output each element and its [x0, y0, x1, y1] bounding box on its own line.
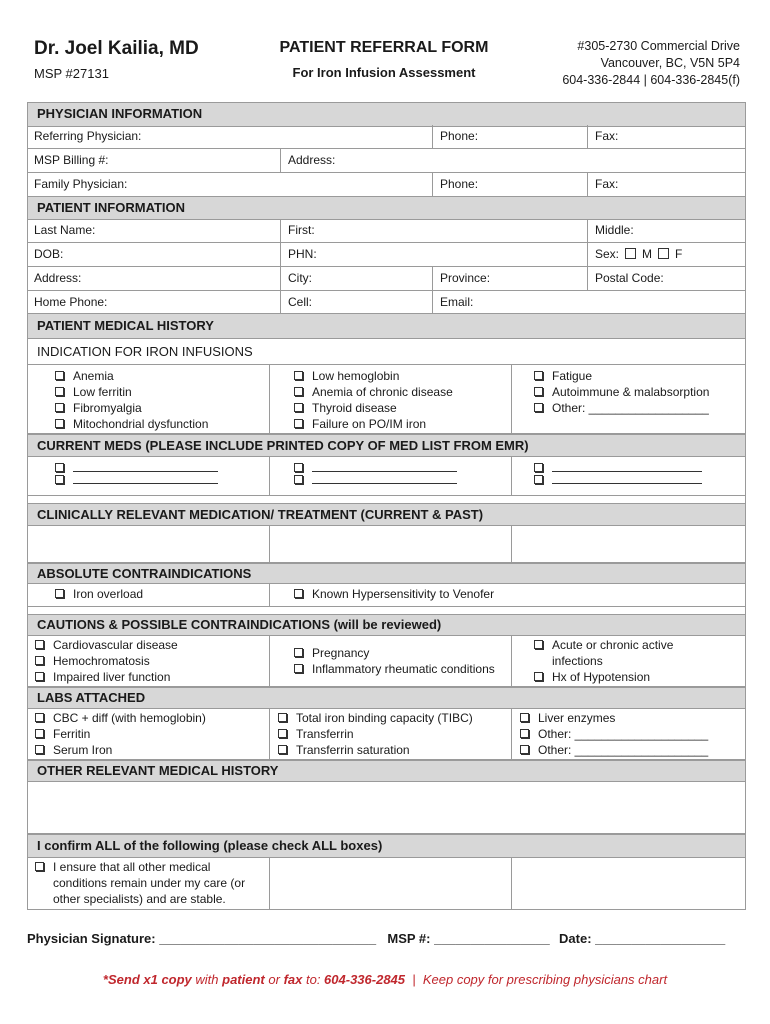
footer-part: fax: [283, 972, 303, 987]
option-label: Inflammatory rheumatic conditions: [312, 662, 495, 676]
postal-code-field[interactable]: Postal Code:: [587, 267, 746, 290]
checkbox-icon[interactable]: [278, 729, 287, 738]
cell-phone-field[interactable]: Cell:: [280, 291, 432, 314]
checkbox-option[interactable]: [294, 416, 453, 432]
confirm-col-3: [511, 857, 746, 910]
checkbox-option[interactable]: [520, 742, 708, 758]
family-fax-field[interactable]: Fax:: [587, 173, 746, 196]
med-blank[interactable]: [552, 460, 702, 472]
checkbox-option[interactable]: [534, 400, 709, 416]
option-label: Transferrin saturation: [296, 743, 410, 757]
home-phone-field[interactable]: Home Phone:: [34, 295, 108, 309]
hypersensitivity-option[interactable]: [294, 586, 494, 602]
option-label-line: Acute or chronic active: [552, 638, 674, 652]
meds-col-3: [511, 456, 746, 495]
option-label: Cardiovascular disease: [53, 638, 178, 652]
checkbox-option[interactable]: [294, 661, 495, 677]
dob-field[interactable]: DOB:: [34, 247, 64, 261]
checkbox-icon[interactable]: [35, 729, 44, 738]
medical-history-header: PATIENT MEDICAL HISTORY: [27, 313, 746, 339]
med-blank[interactable]: [312, 472, 457, 484]
absolute-col-1: [27, 583, 269, 606]
option-label: Other: __________________: [552, 401, 709, 415]
option-label: Serum Iron: [53, 743, 113, 757]
checkbox-icon[interactable]: [294, 463, 303, 472]
med-entry[interactable]: [294, 472, 457, 484]
checkbox-option[interactable]: [35, 742, 206, 758]
other-history-header: OTHER RELEVANT MEDICAL HISTORY: [27, 760, 746, 782]
checkbox-icon[interactable]: [534, 672, 543, 681]
checkbox-option[interactable]: [35, 726, 206, 742]
option-label: Liver enzymes: [538, 711, 616, 725]
checkbox-icon[interactable]: [520, 713, 529, 722]
checkbox-option[interactable]: [278, 726, 473, 742]
form-subtitle: For Iron Infusion Assessment: [292, 65, 476, 80]
checkbox-icon[interactable]: [294, 419, 303, 428]
signature-msp-field[interactable]: MSP #: ________________: [387, 931, 550, 946]
clinical-col-2[interactable]: [269, 525, 511, 562]
checkbox-icon[interactable]: [278, 745, 287, 754]
checkbox-icon[interactable]: [520, 729, 529, 738]
form-title: PATIENT REFERRAL FORM: [279, 39, 489, 56]
physician-row-1: [27, 125, 746, 149]
checkbox-option[interactable]: [55, 416, 208, 432]
confirm-col-2: [269, 857, 511, 910]
med-entry[interactable]: [55, 472, 218, 484]
physician-info-header: PHYSICIAN INFORMATION: [27, 102, 746, 127]
option-label: Iron overload: [73, 587, 144, 601]
checkbox-icon[interactable]: [55, 371, 64, 380]
option-label: Fatigue: [552, 369, 593, 383]
med-entry[interactable]: [534, 472, 702, 484]
patient-row-3: [27, 267, 746, 291]
email-field[interactable]: Email:: [432, 291, 746, 314]
cautions-header: CAUTIONS & POSSIBLE CONTRAINDICATIONS (will be reviewed): [27, 614, 746, 636]
checkbox-icon[interactable]: [534, 475, 543, 484]
footer-part: *Send x1 copy: [102, 972, 192, 987]
indication-grid: [27, 364, 746, 434]
checkbox-icon[interactable]: [294, 664, 303, 673]
checkbox-icon[interactable]: [35, 640, 44, 649]
footer-part: or: [264, 972, 284, 987]
current-meds-header: CURRENT MEDS (PLEASE INCLUDE PRINTED COPY OF MED LIST FROM EMR): [27, 434, 746, 457]
cautions-col-2: [269, 635, 511, 686]
meds-col-1: [27, 456, 269, 495]
indication-row: [27, 341, 746, 365]
confirm-col-1: [27, 857, 269, 910]
option-label: [53, 859, 245, 907]
indication-col-3: [511, 364, 746, 433]
patient-address-field[interactable]: Address:: [34, 271, 82, 285]
checkbox-option[interactable]: [278, 742, 473, 758]
last-name-field[interactable]: Last Name:: [34, 223, 96, 237]
address-line-3: 604-336-2844 | 604-336-2845(f): [562, 73, 740, 87]
option-label: Mitochondrial dysfunction: [73, 417, 209, 431]
checkbox-option[interactable]: [55, 384, 208, 400]
city-field[interactable]: City:: [280, 267, 432, 290]
med-entry[interactable]: [294, 460, 457, 472]
cautions-col-3: [511, 635, 746, 686]
checkbox-icon[interactable]: [294, 648, 303, 657]
med-blank[interactable]: [73, 460, 218, 472]
signature-date-field[interactable]: Date: __________________: [559, 931, 726, 946]
option-label: Failure on PO/IM iron: [312, 417, 427, 431]
checkbox-icon[interactable]: [55, 589, 64, 598]
checkbox-icon[interactable]: [534, 403, 543, 412]
checkbox-icon[interactable]: [55, 403, 64, 412]
med-blank[interactable]: [552, 472, 702, 484]
labs-col-1: [27, 708, 269, 759]
med-entry[interactable]: [534, 460, 702, 472]
confirm-header: I confirm ALL of the following (please check ALL boxes): [27, 834, 746, 858]
checkbox-icon[interactable]: [35, 713, 44, 722]
option-label: CBC + diff (with hemoglobin): [53, 711, 206, 725]
infections-option[interactable]: [534, 637, 673, 669]
option-label: Hemochromatosis: [53, 654, 150, 668]
option-label: Thyroid disease: [312, 401, 397, 415]
referring-phone-field[interactable]: Phone:: [432, 125, 587, 148]
checkbox-option[interactable]: [35, 637, 178, 653]
confirm-stable-option[interactable]: [35, 859, 245, 907]
footer-part: to:: [302, 972, 325, 987]
cautions-grid: [27, 635, 746, 687]
checkbox-option[interactable]: [55, 400, 208, 416]
checkbox-option[interactable]: [534, 384, 709, 400]
labs-col-3: [511, 708, 746, 759]
checkbox-option[interactable]: [294, 368, 453, 384]
checkbox-icon[interactable]: [534, 371, 543, 380]
physician-address-field[interactable]: Address:: [280, 149, 746, 172]
checkbox-icon[interactable]: [534, 387, 543, 396]
checkbox-icon[interactable]: [294, 475, 303, 484]
checkbox-icon[interactable]: [294, 589, 303, 598]
confirm-grid: [27, 857, 746, 910]
family-physician-field[interactable]: Family Physician:: [34, 177, 128, 191]
checkbox-option[interactable]: [520, 710, 708, 726]
option-label-line: I ensure that all other medical: [53, 860, 211, 874]
checkbox-icon[interactable]: [534, 640, 543, 649]
indication-title: INDICATION FOR IRON INFUSIONS: [37, 344, 253, 359]
option-label: Anemia of chronic disease: [312, 385, 453, 399]
middle-name-field[interactable]: Middle:: [587, 219, 746, 242]
msp-billing-field[interactable]: MSP Billing #:: [34, 153, 109, 167]
referring-fax-field[interactable]: Fax:: [587, 125, 746, 148]
option-label: Total iron binding capacity (TIBC): [296, 711, 473, 725]
absolute-contra-header: ABSOLUTE CONTRAINDICATIONS: [27, 563, 746, 584]
family-phone-field[interactable]: Phone:: [432, 173, 587, 196]
doctor-msp: MSP #27131: [34, 66, 109, 81]
doctor-name: Dr. Joel Kailia, MD: [34, 38, 199, 59]
med-blank[interactable]: [73, 472, 218, 484]
option-label: Autoimmune & malabsorption: [552, 385, 710, 399]
sex-f-label: F: [675, 247, 683, 261]
sex-m-label: M: [642, 247, 653, 261]
checkbox-icon[interactable]: [278, 713, 287, 722]
footer-part: patient: [222, 972, 265, 987]
option-label: Low ferritin: [73, 385, 132, 399]
checkbox-option[interactable]: [294, 384, 453, 400]
checkbox-icon[interactable]: [520, 745, 529, 754]
hypotension-option[interactable]: [534, 669, 673, 685]
current-meds-grid: [27, 456, 746, 496]
sex-m-checkbox[interactable]: [625, 248, 636, 259]
meds-col-2: [269, 456, 511, 495]
checkbox-option[interactable]: [534, 368, 709, 384]
checkbox-icon[interactable]: [35, 656, 44, 665]
absolute-contra-grid: [27, 583, 746, 607]
checkbox-option[interactable]: [55, 368, 208, 384]
option-label: Other: ____________________: [538, 743, 709, 757]
option-label: Low hemoglobin: [312, 369, 400, 383]
footer-note: [0, 972, 770, 987]
option-label-line: conditions remain under my care (or: [53, 876, 246, 890]
clinic-address: [562, 38, 740, 89]
checkbox-option[interactable]: [294, 400, 453, 416]
checkbox-option[interactable]: [520, 726, 708, 742]
labs-col-2: [269, 708, 511, 759]
iron-overload-option[interactable]: [55, 586, 143, 602]
option-label: Pregnancy: [312, 646, 370, 660]
option-label-line: other specialists) and are stable.: [53, 892, 226, 906]
checkbox-icon[interactable]: [294, 403, 303, 412]
checkbox-option[interactable]: [35, 669, 178, 685]
clinical-col-1[interactable]: [27, 525, 269, 562]
checkbox-icon[interactable]: [35, 672, 44, 681]
patient-row-4: [27, 291, 746, 315]
signature-line: [27, 931, 725, 946]
patient-row-1: [27, 219, 746, 243]
first-name-field[interactable]: First:: [280, 219, 587, 242]
med-blank[interactable]: [312, 460, 457, 472]
option-label: Impaired liver function: [53, 670, 171, 684]
footer-part: | Keep copy for prescribing physicians chart: [405, 972, 668, 987]
sex-field: [587, 243, 746, 266]
labs-header: LABS ATTACHED: [27, 687, 746, 709]
option-label: Hx of Hypotension: [552, 670, 651, 684]
absolute-col-2: [269, 583, 746, 606]
indication-col-1: [27, 364, 269, 433]
checkbox-icon[interactable]: [294, 371, 303, 380]
address-line-2: Vancouver, BC, V5N 5P4: [600, 56, 740, 70]
checkbox-icon[interactable]: [534, 463, 543, 472]
option-label: Fibromyalgia: [73, 401, 142, 415]
patient-row-2: [27, 243, 746, 267]
option-label: Known Hypersensitivity to Venofer: [312, 587, 495, 601]
referring-physician-field[interactable]: Referring Physician:: [34, 129, 142, 143]
checkbox-icon[interactable]: [55, 387, 64, 396]
option-label: Other: ____________________: [538, 727, 709, 741]
province-field[interactable]: Province:: [432, 267, 587, 290]
clinical-col-3[interactable]: [511, 525, 746, 562]
other-history-field[interactable]: [27, 781, 746, 834]
option-label-line: infections: [552, 654, 603, 668]
checkbox-icon[interactable]: [294, 387, 303, 396]
checkbox-option[interactable]: [35, 653, 178, 669]
med-entry[interactable]: [55, 460, 218, 472]
option-label: Ferritin: [53, 727, 91, 741]
checkbox-icon[interactable]: [55, 463, 64, 472]
phn-field[interactable]: PHN:: [280, 243, 587, 266]
option-label: [552, 637, 673, 669]
checkbox-icon[interactable]: [55, 475, 64, 484]
physician-row-2: [27, 149, 746, 173]
checkbox-option[interactable]: [294, 645, 495, 661]
option-label: Transferrin: [296, 727, 354, 741]
footer-part: with: [191, 972, 223, 987]
address-line-1: #305-2730 Commercial Drive: [577, 39, 740, 53]
cautions-col-1: [27, 635, 269, 686]
checkbox-option[interactable]: [35, 710, 206, 726]
checkbox-option[interactable]: [278, 710, 473, 726]
indication-col-2: [269, 364, 511, 433]
physician-signature-field[interactable]: Physician Signature: ______________________________: [27, 931, 377, 946]
option-label: Anemia: [73, 369, 114, 383]
sex-label: Sex:: [595, 247, 620, 261]
sex-f-checkbox[interactable]: [658, 248, 669, 259]
checkbox-icon[interactable]: [35, 745, 44, 754]
labs-grid: [27, 708, 746, 760]
clinically-relevant-header: CLINICALLY RELEVANT MEDICATION/ TREATMENT (CURRENT & PAST): [27, 503, 746, 526]
checkbox-icon[interactable]: [35, 862, 44, 871]
patient-info-header: PATIENT INFORMATION: [27, 196, 746, 220]
clinically-relevant-grid: [27, 525, 746, 563]
checkbox-icon[interactable]: [55, 419, 64, 428]
physician-row-3: [27, 173, 746, 197]
footer-part: 604-336-2845: [324, 972, 406, 987]
